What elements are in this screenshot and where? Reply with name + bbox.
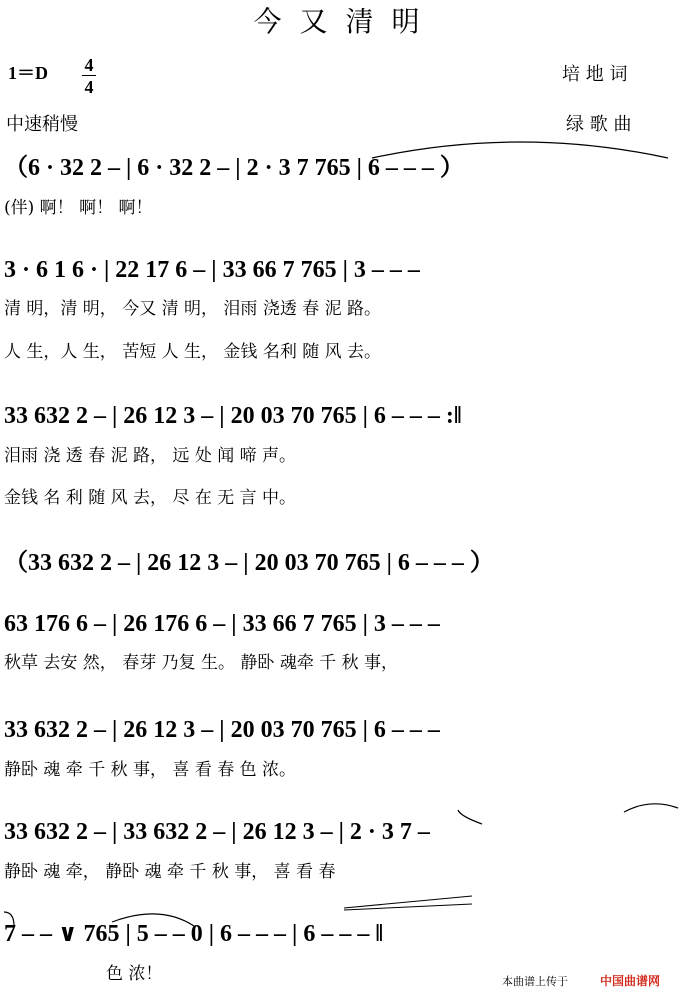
lyric-line-4: 泪雨 浇 透 春 泥 路， 远 处 闻 啼 声。 xyxy=(4,446,297,466)
phrase-slur xyxy=(4,912,14,926)
lyric-line-5: 金钱 名 利 随 风 去， 尽 在 无 言 中。 xyxy=(4,488,297,508)
lyric-line-7: 静卧 魂 牵 千 秋 事， 喜 看 春 色 浓。 xyxy=(4,760,297,780)
lyric-line-8: 静卧 魂 牵， 静卧 魂 牵 千 秋 事， 喜 看 春 xyxy=(4,862,336,882)
time-signature-bottom: 4 xyxy=(84,77,94,97)
crescendo-line xyxy=(344,896,472,908)
tempo-marking: 中速稍慢 xyxy=(6,114,78,135)
lyric-line-2: 清 明，清 明， 今又 清 明， 泪雨 浇透 春 泥 路。 xyxy=(4,299,382,319)
composer-credit: 绿 歌 曲 xyxy=(566,114,632,135)
phrase-slur xyxy=(458,810,482,824)
phrase-slur xyxy=(372,142,668,158)
score-line-2: 3 · 6 1 6 · | 22 17 6 – | 33 66 7 765 | 3 – – – xyxy=(4,257,420,283)
score-line-7: 33 632 2 – | 33 632 2 – | 26 12 3 – | 2 · 3 7 – xyxy=(4,819,430,845)
crescendo-line xyxy=(344,904,472,910)
song-title: 今又清明 xyxy=(253,5,438,38)
upload-notice: 本曲谱上传于 xyxy=(502,975,568,988)
score-line-5: 63 176 6 – | 26 176 6 – | 33 66 7 765 | 3 – – – xyxy=(4,611,440,637)
lyric-line-9: 色 浓！ xyxy=(106,964,163,984)
lyric-line-1: (伴) 啊！ 啊！ 啊！ xyxy=(4,198,153,218)
lyric-line-3: 人 生，人 生， 苦短 人 生， 金钱 名利 随 风 去。 xyxy=(4,342,382,362)
lyricist-credit: 培 地 词 xyxy=(562,64,628,85)
key-signature: 1＝D xyxy=(8,63,48,83)
score-line-3: 33 632 2 – | 26 12 3 – | 20 03 70 765 | 6 – – – :‖ xyxy=(4,403,462,429)
phrase-slur xyxy=(624,804,678,812)
score-line-1: （6 · 32 2 – | 6 · 32 2 – | 2 · 3 7 765 | 6 – – – ） xyxy=(4,155,464,181)
lyric-line-6: 秋草 去安 然， 春芽 乃复 生。 静卧 魂牵 千 秋 事， xyxy=(4,653,399,673)
score-line-4: （33 632 2 – | 26 12 3 – | 20 03 70 765 | 6 – – – ） xyxy=(4,550,494,576)
site-logo: 中国曲谱网 xyxy=(600,974,661,988)
score-line-8: 7 – – ∨ 765 | 5 – – 0 | 6 – – – | 6 – – – ‖ xyxy=(4,921,384,947)
time-signature-top: 4 xyxy=(84,55,94,75)
phrase-slur xyxy=(112,914,194,926)
score-line-6: 33 632 2 – | 26 12 3 – | 20 03 70 765 | 6 – – – xyxy=(4,717,440,743)
